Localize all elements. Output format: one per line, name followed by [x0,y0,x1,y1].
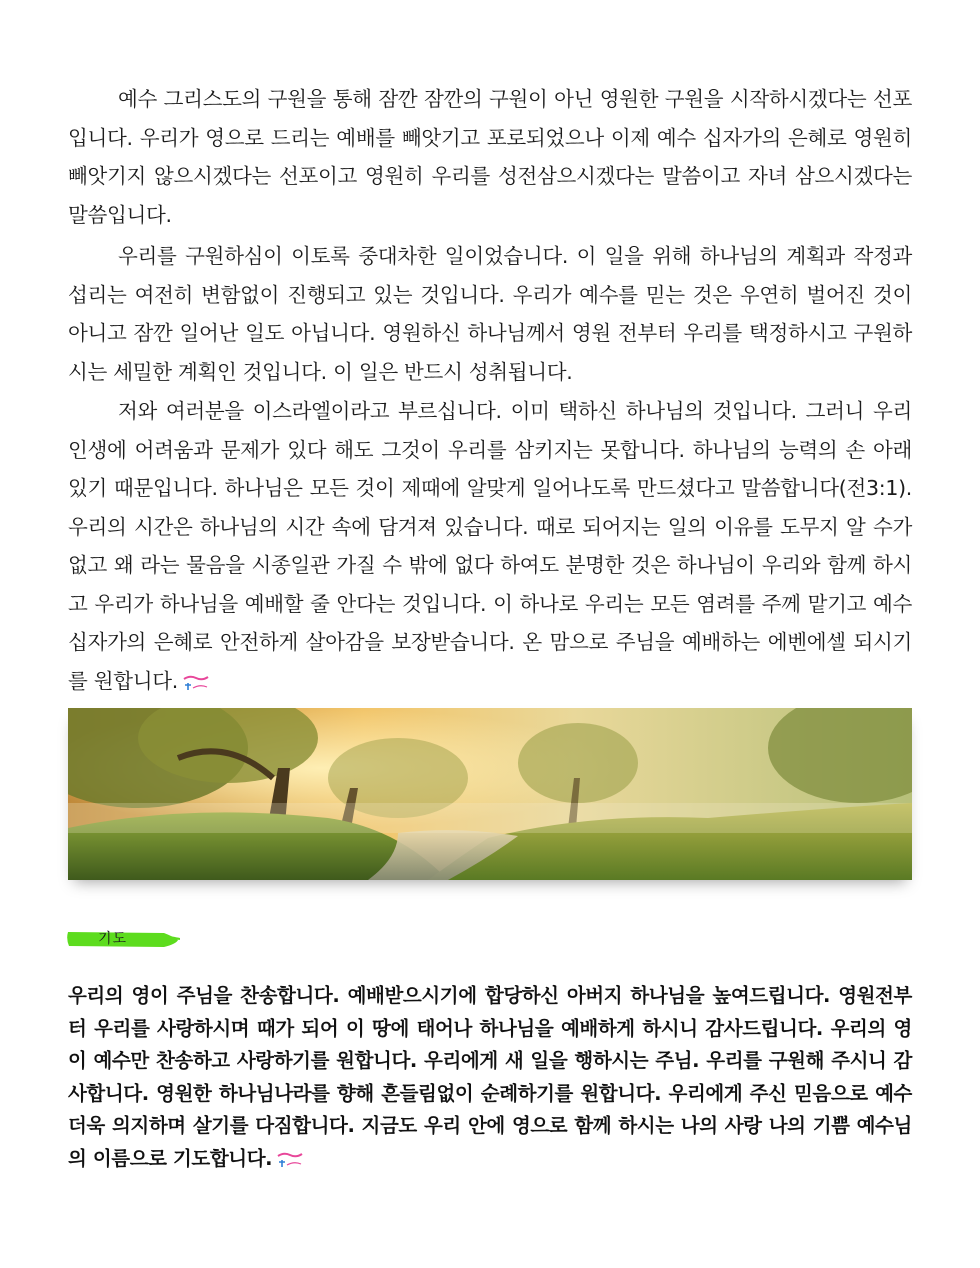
church-logo-icon [276,1151,304,1167]
banner-image [68,708,912,880]
prayer-text: 우리의 영이 주님을 찬송합니다. 예배받으시기에 합당하신 아버지 하나님을 높여드립니다. 영원전부터 우리를 사랑하시며 때가 되어 이 땅에 태어나 하나님을 예배하게 하시니 감사드립니다. 우리의 영이 예수만 찬송하고 사랑하기를 원합니다. 우리에게 새 일을 행하시는 주님. 우리를 구원해 주시니 감사합니다. 영원한 하나님나라를 향해 흔들림없이 순례하기를 원합니다. 우리에게 주신 믿음으로 예수 더욱 의지하며 살기를 다짐합니다. 지금도 우리 안에 영으로 함께 하시는 나의 사랑 나의 기쁨 예수님의 이름으로 기도합니다. [68,984,912,1170]
paragraph-2-text: 우리를 구원하심이 이토록 중대차한 일이었습니다. 이 일을 위해 하나님의 계획과 작정과 섭리는 여전히 변함없이 진행되고 있는 것입니다. 우리가 예수를 믿는 것은 우연히 벌어진 것이 아니고 잠깐 일어난 일도 아닙니다. 영원하신 하나님께서 영원 전부터 우리를 택정하시고 구원하시는 세밀한 계획인 것입니다. 이 일은 반드시 성취됩니다. [68,244,912,384]
body-paragraph-1 [68,80,912,234]
body-paragraph-2 [68,237,912,391]
section-tag [64,928,180,950]
paragraph-1-text: 예수 그리스도의 구원을 통해 잠깐 잠깐의 구원이 아닌 영원한 구원을 시작하시겠다는 선포입니다. 우리가 영으로 드리는 예배를 빼앗기고 포로되었으나 이제 예수 십자가의 은혜로 영원히 빼앗기지 않으시겠다는 선포이고 영원히 우리를 성전삼으시겠다는 말씀이고 자녀 삼으시겠다는 말씀입니다. [68,87,912,227]
paragraph-3-text: 저와 여러분을 이스라엘이라고 부르십니다. 이미 택하신 하나님의 것입니다. 그러니 우리 인생에 어려움과 문제가 있다 해도 그것이 우리를 삼키지는 못합니다. 하나님의 능력의 손 아래 있기 때문입니다. 하나님은 모든 것이 제때에 알맞게 일어나도록 만드셨다고 말씀합니다(전3:1). 우리의 시간은 하나님의 시간 속에 담겨져 있습니다. 때로 되어지는 일의 이유를 도무지 알 수가 없고 왜 라는 물음을 시종일관 가질 수 밖에 없다 하여도 분명한 것은 하나님이 우리와 함께 하시고 우리가 하나님을 예배할 줄 안다는 것입니다. 이 하나로 우리는 모든 염려를 주께 맡기고 예수 십자가의 은혜로 안전하게 살아감을 보장받습니다. 온 맘으로 주님을 예배하는 에벤에셀 되시기를 원합니다. [68,399,912,693]
prayer-paragraph [68,980,912,1175]
body-paragraph-3 [68,392,912,700]
section-tag-label: 기도 [98,931,128,947]
church-logo-icon [182,674,210,690]
